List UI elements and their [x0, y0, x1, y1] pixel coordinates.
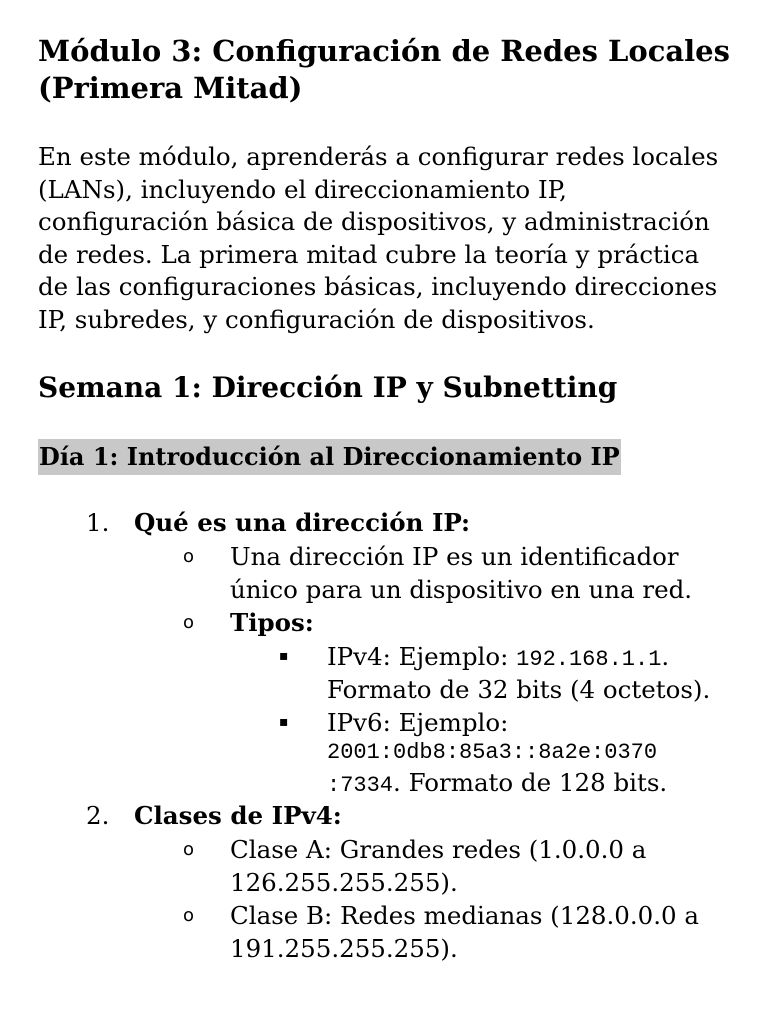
ipv6-format: :7334. Formato de 128 bits. — [327, 768, 668, 798]
ipv4-example: 192.168.1.1 — [516, 647, 662, 672]
square-bullet-icon: ▪ — [279, 714, 289, 730]
class-b-text: Clase B: Redes medianas (128.0.0.0 a — [230, 901, 700, 930]
square-bullet-icon: ▪ — [279, 648, 289, 664]
list-subitem-text: único para un dispositivo en una red. — [230, 575, 693, 604]
week-title: Semana 1: Dirección IP y Subnetting — [38, 371, 618, 404]
circle-bullet-icon: o — [183, 839, 195, 860]
list-item-label: Qué es una dirección IP: — [134, 508, 471, 537]
circle-bullet-icon: o — [183, 546, 195, 567]
list-item-label: Clases de IPv4: — [134, 801, 342, 830]
list-number: 2. — [86, 801, 110, 830]
day-title: Día 1: Introducción al Direccionamiento IP — [38, 439, 621, 475]
ipv6-line: IPv6: Ejemplo: — [327, 708, 509, 737]
intro-line: de las configuraciones básicas, incluyendo direcciones — [38, 272, 718, 302]
module-title — [38, 33, 738, 107]
list-number: 1. — [86, 508, 110, 537]
circle-bullet-icon: o — [183, 612, 195, 633]
ipv6-example: 2001:0db8:85a3::8a2e:0370 — [327, 740, 658, 765]
intro-line: En este módulo, aprenderás a configurar redes locales — [38, 142, 719, 171]
module-title-line1: Módulo 3: Configuración de Redes Locales — [38, 34, 730, 68]
list-subitem-label: Tipos: — [230, 608, 314, 637]
class-a-range: 126.255.255.255). — [230, 868, 458, 897]
ipv4-format: Formato de 32 bits (4 octetos). — [327, 675, 711, 704]
class-a-text: Clase A: Grandes redes (1.0.0.0 a — [230, 835, 647, 864]
class-b-range: 191.255.255.255). — [230, 934, 458, 963]
intro-paragraph — [38, 141, 750, 337]
intro-line: configuración básica de dispositivos, y administración — [38, 207, 710, 237]
intro-line: IP, subredes, y configuración de dispositivos. — [38, 304, 595, 334]
intro-line: (LANs), incluyendo el direccionamiento IP, — [38, 174, 567, 204]
list-subitem-text: Una dirección IP es un identificador — [230, 542, 679, 571]
module-title-line2: (Primera Mitad) — [38, 71, 303, 105]
intro-line: de redes. La primera mitad cubre la teoría y práctica — [38, 239, 700, 269]
circle-bullet-icon: o — [183, 905, 195, 926]
ipv4-line: IPv4: Ejemplo: 192.168.1.1. — [327, 642, 670, 672]
